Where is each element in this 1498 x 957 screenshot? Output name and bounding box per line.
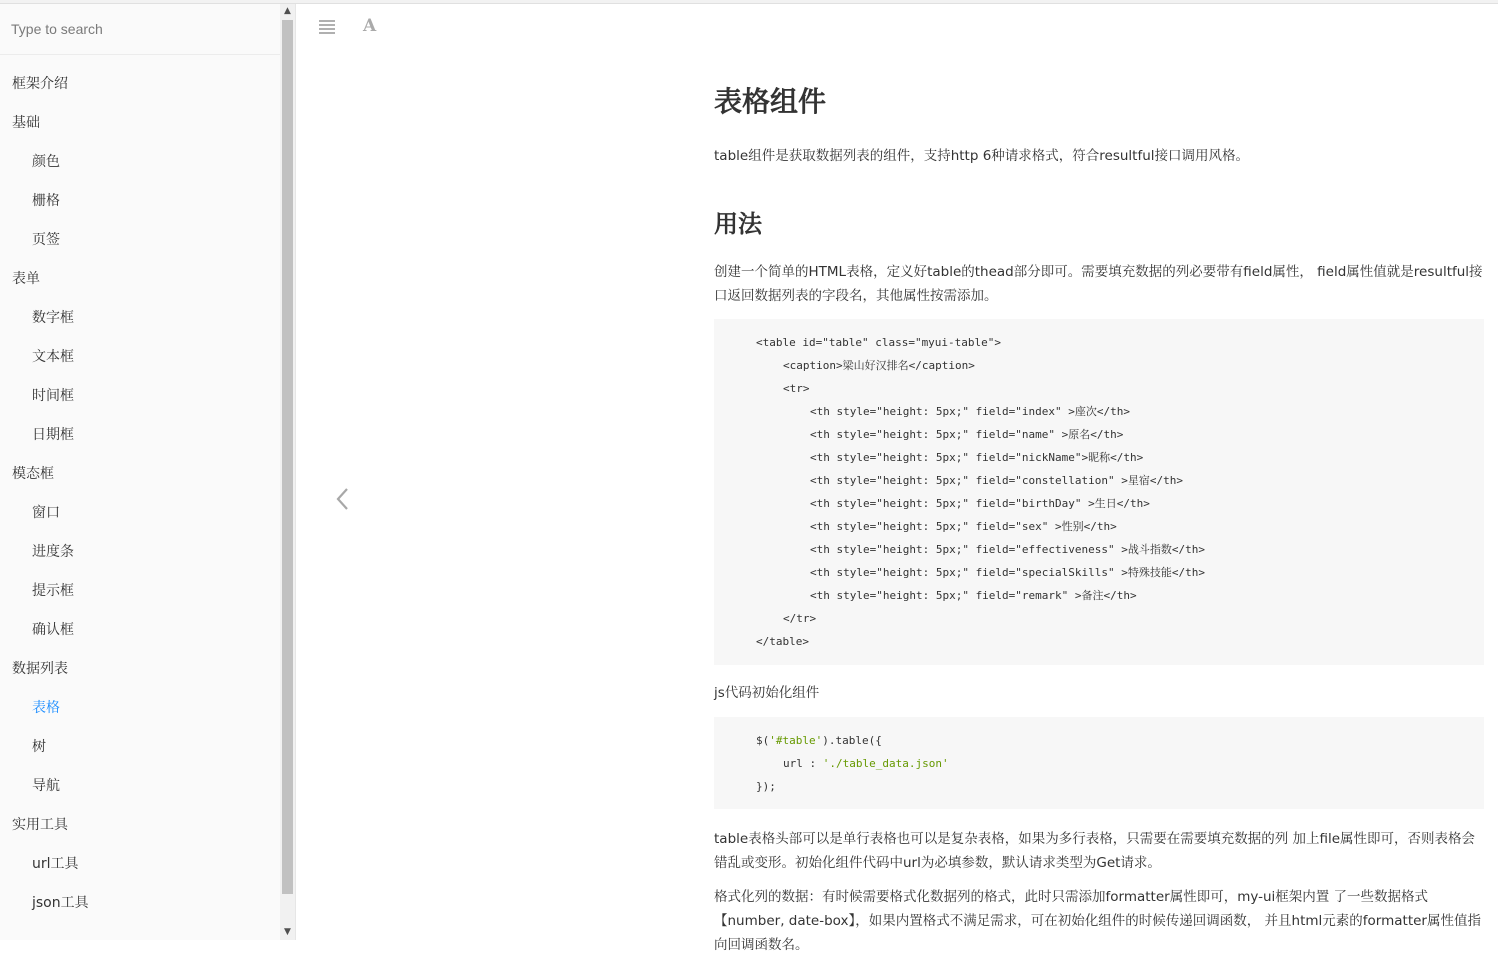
font-settings-icon[interactable]: A [363, 16, 377, 36]
sidebar-item[interactable]: 实用工具 [12, 817, 68, 833]
sidebar-item[interactable]: 数据列表 [12, 661, 68, 677]
sidebar-item[interactable]: 框架介绍 [12, 76, 68, 92]
js-init-label: js代码初始化组件 [714, 685, 820, 701]
sidebar-item[interactable]: 提示框 [32, 583, 74, 599]
sidebar-item[interactable]: 树 [32, 739, 46, 755]
usage-paragraph: 创建一个简单的HTML表格，定义好table的thead部分即可。需要填充数据的列必要带有field属性， field属性值就是resultful接口返回数据列表的字段名，其他属性按需添加。 [714, 264, 1483, 304]
usage-heading: 用法 [714, 210, 762, 238]
sidebar-item[interactable]: 栅格 [32, 193, 60, 209]
sidebar-scrollbar[interactable] [280, 4, 295, 940]
sidebar-item[interactable]: 确认框 [32, 622, 74, 638]
code-line: <th style="height: 5px;" field="birthDay" >生日</th> [810, 497, 1150, 510]
code-line: <tr> [783, 382, 810, 395]
code-line: <th style="height: 5px;" field="nickName">昵称</th> [810, 451, 1144, 464]
code-line: </table> [756, 635, 809, 648]
formatter-paragraph: 格式化列的数据：有时候需要格式化数据列的格式，此时只需添加formatter属性即可，my-ui框架内置 了一些数据格式【number, date-box】，如果内置格式不满足需求，可在初始化组件的时候传递回调函数， 并且html元素的formatter属性值指向回调函数名。 [714, 889, 1481, 953]
sidebar-item[interactable]: 模态框 [12, 466, 54, 482]
sidebar-item[interactable]: 页签 [32, 232, 60, 248]
sidebar-nav [0, 65, 280, 923]
sidebar-item[interactable]: url工具 [32, 856, 79, 872]
sidebar-item[interactable]: 表单 [12, 271, 40, 287]
code-line: </tr> [783, 612, 817, 625]
table-head-paragraph: table表格头部可以是单行表格也可以是复杂表格，如果为多行表格，只需要在需要填充数据的列 加上file属性即可，否则表格会错乱或变形。初始化组件代码中url为必填参数，默认请求类型为Get请求。 [714, 831, 1476, 871]
code-line: <th style="height: 5px;" field="index" >座次</th> [810, 405, 1131, 418]
sidebar-item[interactable]: 日期框 [32, 427, 74, 443]
sidebar-item[interactable]: 窗口 [32, 505, 60, 521]
code-line: <caption>梁山好汉排名</caption> [783, 359, 975, 372]
scroll-up-arrow-icon[interactable]: ▲ [284, 6, 291, 16]
prev-page-chevron-icon[interactable] [330, 480, 356, 518]
sidebar-item[interactable]: 数字框 [32, 310, 74, 326]
code-line: }); [756, 780, 776, 793]
code-line: <th style="height: 5px;" field="name" >原名</th> [810, 428, 1124, 441]
sidebar-item[interactable]: json工具 [32, 895, 89, 911]
code-line: url : './table_data.json' [783, 757, 949, 770]
search-bar [0, 4, 280, 55]
sidebar-item[interactable]: 基础 [12, 115, 40, 131]
code-line: <th style="height: 5px;" field="effectiveness" >战斗指数</th> [810, 543, 1205, 556]
code-line: <th style="height: 5px;" field="constellation" >星宿</th> [810, 474, 1183, 487]
code-line: $('#table').table({ [756, 734, 882, 747]
sidebar [0, 4, 296, 940]
code-line: <th style="height: 5px;" field="specialSkills" >特殊技能</th> [810, 566, 1205, 579]
sidebar-item[interactable]: 颜色 [32, 154, 60, 170]
code-line: <table id="table" class="myui-table"> [756, 336, 1002, 349]
sidebar-item[interactable]: 导航 [32, 778, 60, 794]
html-code-block [714, 319, 1484, 665]
scroll-down-arrow-icon[interactable]: ▼ [284, 927, 291, 937]
sidebar-item[interactable]: 进度条 [32, 544, 74, 560]
search-input[interactable] [0, 4, 271, 54]
code-string: '#table' [769, 734, 823, 747]
sidebar-item[interactable]: 时间框 [32, 388, 74, 404]
js-code-block [714, 717, 1484, 809]
sidebar-item[interactable]: 文本框 [32, 349, 74, 365]
code-string: './table_data.json' [822, 757, 949, 770]
scroll-thumb[interactable] [282, 20, 293, 894]
code-line: <th style="height: 5px;" field="sex" >性别</th> [810, 520, 1117, 533]
intro-paragraph: table组件是获取数据列表的组件，支持http 6种请求格式，符合resultful接口调用风格。 [714, 148, 1250, 164]
menu-toggle-icon[interactable] [319, 20, 335, 36]
main-content [714, 0, 1484, 953]
page-title: 表格组件 [714, 85, 827, 118]
sidebar-item[interactable]: 表格 [32, 700, 60, 716]
code-line: <th style="height: 5px;" field="remark" >备注</th> [810, 589, 1137, 602]
